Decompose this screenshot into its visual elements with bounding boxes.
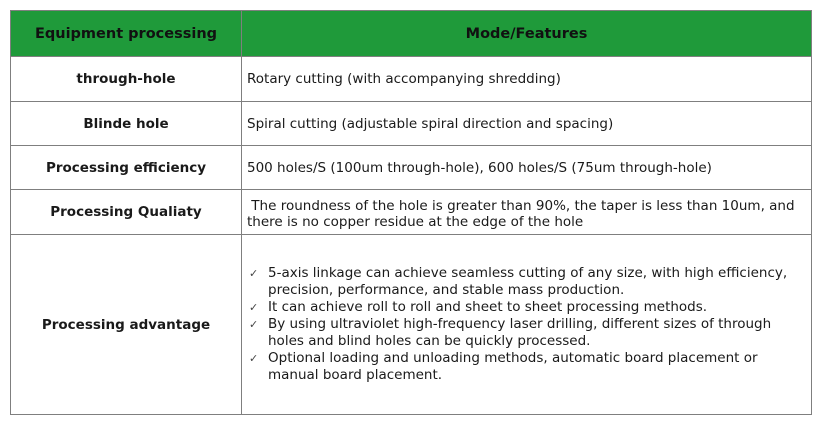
row-label-processing-advantage: Processing advantage: [11, 235, 242, 415]
table-row: [11, 235, 812, 415]
check-icon: ✓: [249, 301, 259, 314]
check-icon: ✓: [249, 352, 259, 365]
row-value-through-hole: Rotary cutting (with accompanying shredding): [242, 57, 812, 102]
quality-line-2: there is no copper residue at the edge of the hole: [247, 214, 584, 230]
row-value-processing-quality: [242, 190, 812, 235]
list-item: ✓ By using ultraviolet high-frequency laser drilling, different sizes of through holes and blind holes can be quickly processed.: [249, 316, 772, 349]
row-label-blind-hole: Blinde hole: [11, 102, 242, 146]
header-equipment-processing: Equipment processing: [11, 11, 242, 57]
row-value-blind-hole: Spiral cutting (adjustable spiral direction and spacing): [242, 102, 812, 146]
spec-table: [10, 10, 812, 415]
row-label-processing-efficiency: Processing efficiency: [11, 146, 242, 190]
row-label-processing-quality: Processing Qualiaty: [11, 190, 242, 235]
row-value-processing-advantage: [242, 235, 812, 415]
advantage-list: [247, 265, 811, 384]
check-icon: ✓: [249, 318, 259, 331]
table-row: [11, 146, 812, 190]
header-mode-features: Mode/Features: [242, 11, 812, 57]
row-value-processing-efficiency: 500 holes/S (100um through-hole), 600 holes/S (75um through-hole): [242, 146, 812, 190]
list-item: ✓ Optional loading and unloading methods, automatic board placement or manual board placement.: [249, 350, 758, 383]
quality-line-1: The roundness of the hole is greater than 90%, the taper is less than 10um, and: [247, 198, 795, 214]
check-icon: ✓: [249, 267, 259, 280]
header-row: [11, 11, 812, 57]
table-row: [11, 102, 812, 146]
table-row: [11, 57, 812, 102]
list-item: ✓ 5-axis linkage can achieve seamless cutting of any size, with high efficiency, precision, performance, and stable mass production.: [249, 265, 788, 298]
table-row: [11, 190, 812, 235]
list-item: ✓ It can achieve roll to roll and sheet to sheet processing methods.: [249, 299, 708, 315]
row-label-through-hole: through-hole: [11, 57, 242, 102]
